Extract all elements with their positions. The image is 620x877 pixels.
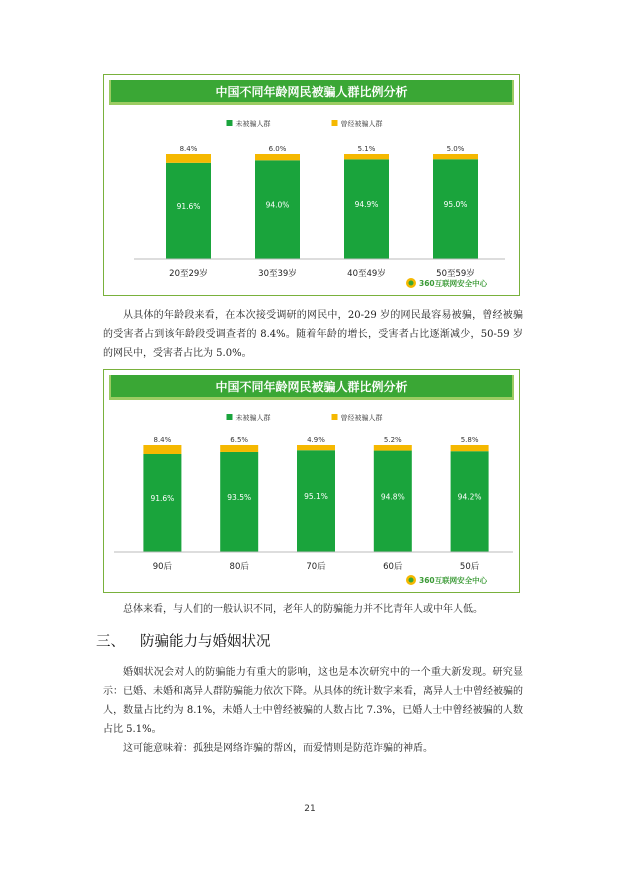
paragraph-1: 从具体的年龄段来看，在本次接受调研的网民中，20-29 岁的网民最容易被骗，曾经被骗的受害者占到该年龄段受调查者的 8.4%。随着年龄的增长，受害者占比逐渐减少，50-59 岁的网民中，受害者占比为 5.0%。 — [103, 310, 523, 359]
data-label-scammed: 6.5% — [230, 436, 249, 444]
data-label-not-scammed: 95.1% — [304, 492, 328, 502]
bar-not-scammed — [374, 451, 412, 552]
paragraph-3: 婚姻状况会对人的防骗能力有重大的影响，这也是本次研究中的一个重大新发现。研究显示：已婚、未婚和离异人群防骗能力依次下降。从具体的统计数字来看，离异人士中曾经被骗的人，数量占比约为 8.1%，未婚人士中曾经被骗的人数占比 7.3%，已婚人士中曾经被骗的人数占比 5.1%。 — [103, 667, 523, 735]
page-number: 21 — [304, 804, 316, 814]
legend-label-1: 未被骗人群 — [235, 414, 271, 422]
data-label-not-scammed: 94.9% — [354, 200, 379, 210]
section-number: 三、 — [96, 634, 125, 650]
data-label-scammed: 5.1% — [357, 145, 376, 153]
section-heading — [96, 630, 271, 651]
chart-title: 中国不同年龄网民被骗人群比例分析 — [215, 380, 408, 394]
bar-scammed — [143, 445, 181, 454]
bar-scammed — [220, 445, 258, 452]
legend-swatch-2 — [332, 120, 338, 126]
data-label-not-scammed: 94.0% — [265, 200, 290, 210]
paragraph-4: 这可能意味着：孤独是网络诈骗的帮凶，而爱情则是防范诈骗的神盾。 — [123, 743, 433, 754]
section-title: 防骗能力与婚姻状况 — [140, 634, 271, 650]
bar-scammed — [374, 445, 412, 451]
logo-icon-inner — [409, 281, 414, 286]
category-label: 60后 — [383, 562, 403, 572]
data-label-scammed: 5.0% — [446, 145, 465, 153]
chart-title: 中国不同年龄网民被骗人群比例分析 — [215, 85, 408, 99]
logo-icon-inner — [409, 578, 414, 583]
category-label: 40至49岁 — [347, 269, 386, 279]
data-label-not-scammed: 93.5% — [227, 492, 252, 502]
paragraph-2: 总体来看，与人们的一般认识不同，老年人的防骗能力并不比青年人或中年人低。 — [123, 604, 483, 615]
data-label-not-scammed: 95.0% — [443, 200, 468, 210]
bar-scammed — [344, 154, 389, 159]
category-label: 80后 — [229, 562, 249, 572]
bar-scammed — [433, 154, 478, 159]
chart-2-svg — [104, 370, 519, 592]
bar-scammed — [166, 154, 211, 163]
data-label-scammed: 8.4% — [153, 436, 172, 444]
legend-swatch-1 — [227, 120, 233, 126]
chart-1 — [103, 74, 520, 296]
category-label: 50至59岁 — [436, 269, 475, 279]
data-label-scammed: 6.0% — [268, 145, 287, 153]
legend-label-2: 曾经被骗人群 — [340, 120, 383, 128]
category-label: 50后 — [459, 562, 480, 572]
legend-swatch-2 — [332, 414, 338, 420]
data-label-scammed: 8.4% — [179, 145, 198, 153]
data-label-not-scammed: 91.6% — [176, 201, 201, 211]
data-label-scammed: 4.9% — [307, 436, 325, 444]
logo-text: 360互联网安全中心 — [419, 279, 488, 288]
bar-not-scammed — [451, 451, 489, 552]
category-label: 90后 — [152, 562, 173, 572]
bar-scammed — [255, 154, 300, 160]
legend-label-2: 曾经被骗人群 — [340, 414, 383, 422]
chart-1-svg — [104, 75, 519, 295]
legend-swatch-1 — [227, 414, 233, 420]
chart-2 — [103, 369, 520, 593]
data-label-not-scammed: 94.8% — [380, 492, 405, 502]
data-label-scammed: 5.8% — [460, 436, 479, 444]
bar-scammed — [297, 445, 335, 450]
category-label: 70后 — [306, 562, 326, 572]
legend-label-1: 未被骗人群 — [235, 120, 271, 128]
data-label-not-scammed: 94.2% — [457, 492, 482, 502]
bar-not-scammed — [297, 450, 335, 552]
data-label-scammed: 5.2% — [383, 436, 402, 444]
category-label: 30至39岁 — [258, 269, 297, 279]
data-label-not-scammed: 91.6% — [150, 494, 175, 504]
bar-scammed — [451, 445, 489, 451]
category-label: 20至29岁 — [169, 269, 208, 279]
logo-text: 360互联网安全中心 — [419, 576, 488, 585]
